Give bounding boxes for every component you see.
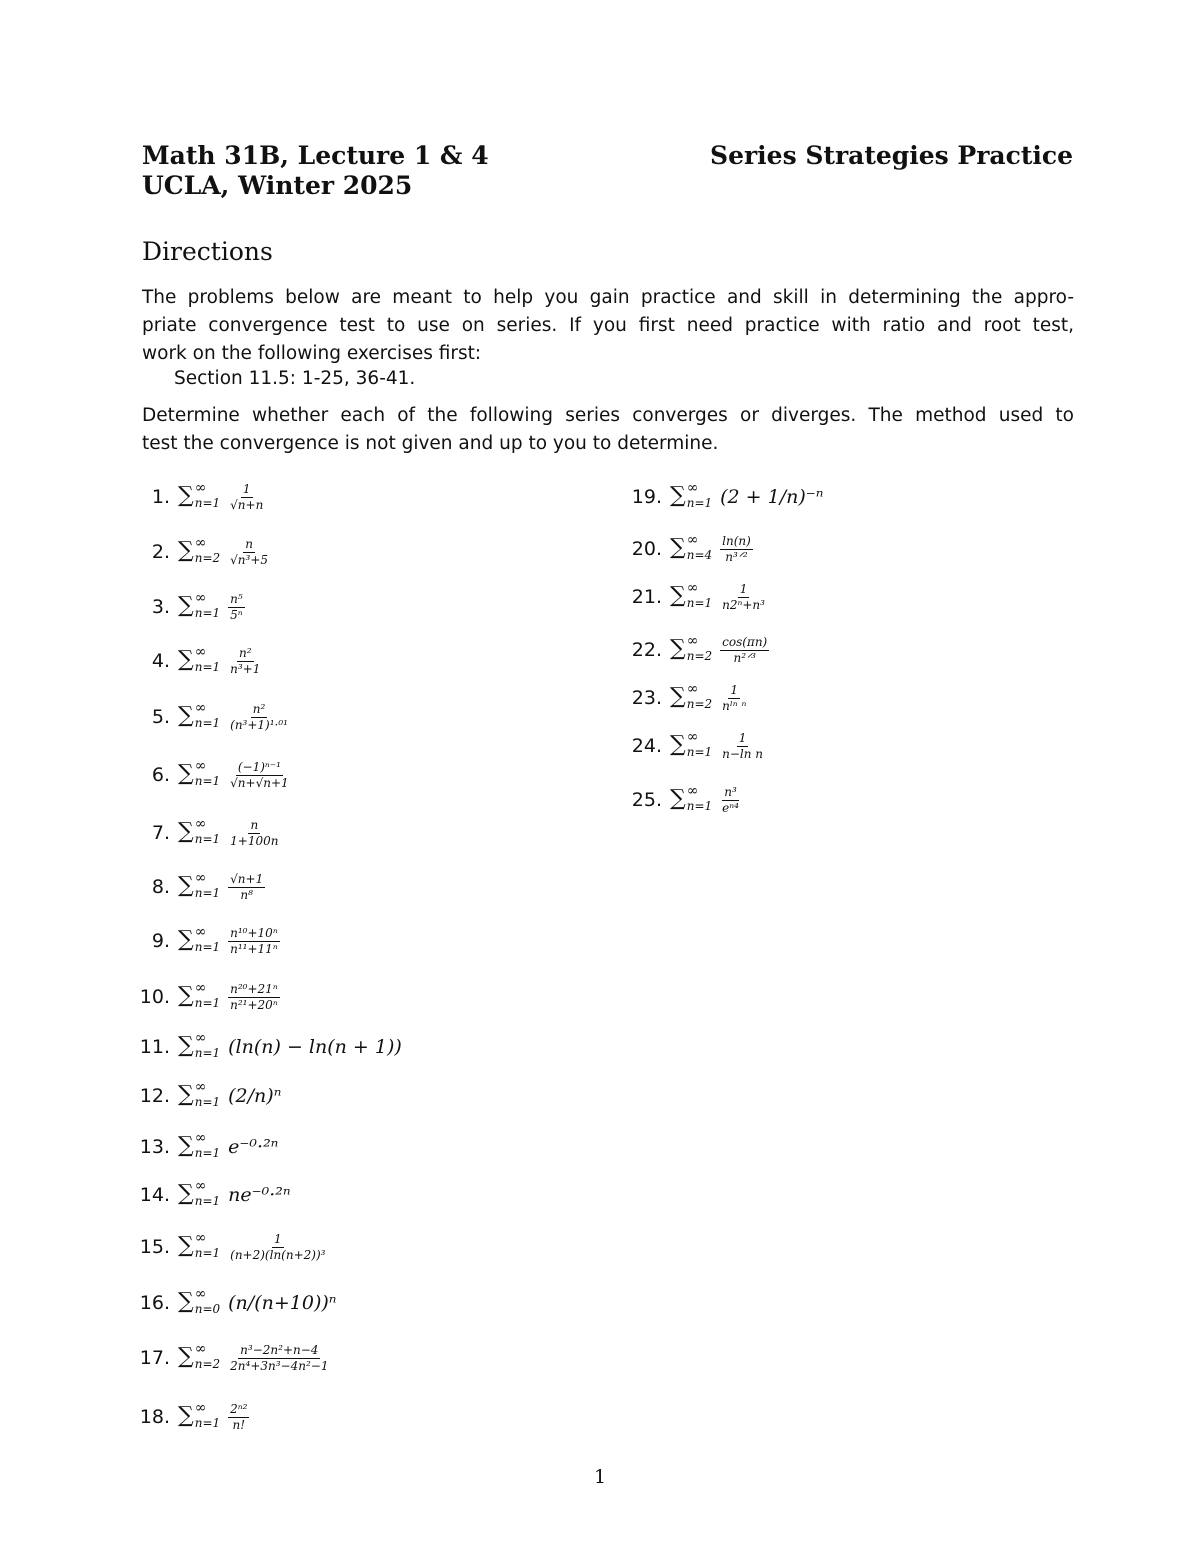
- series-term-fraction: [228, 1403, 249, 1432]
- summation-limits: [194, 590, 221, 620]
- problem-item: [618, 782, 741, 818]
- problem-item: [126, 479, 265, 515]
- summation: [178, 1030, 221, 1060]
- problem-item: [126, 815, 280, 851]
- sigma-symbol: ∑: [670, 583, 686, 608]
- fraction-numerator: n²: [238, 645, 252, 660]
- summation: [178, 758, 221, 788]
- upper-limit: ∞: [686, 633, 699, 649]
- upper-limit: ∞: [194, 644, 207, 660]
- lower-limit: n=1: [194, 496, 221, 510]
- summation-limits: [194, 1178, 221, 1208]
- intro-line: The problems below are meant to help you gain practice and skill in determining the appro-: [142, 287, 1074, 308]
- sigma-symbol: ∑: [670, 786, 686, 811]
- summation: [178, 1400, 221, 1430]
- problem-number: 23.: [631, 687, 662, 709]
- series-term-fraction: [228, 483, 265, 512]
- problem-number: 15.: [139, 1236, 170, 1258]
- series-term-fraction: [228, 761, 291, 790]
- lower-limit: n=1: [686, 799, 713, 813]
- fraction-denominator: 2n⁴+3n³−4n²−1: [230, 1358, 329, 1373]
- summation: [670, 633, 713, 663]
- sigma-symbol: ∑: [178, 927, 194, 952]
- upper-limit: ∞: [194, 1030, 207, 1046]
- sigma-symbol: ∑: [670, 483, 686, 508]
- summation-limits: [686, 681, 713, 711]
- series-term-fraction: [720, 535, 753, 564]
- problem-number: 5.: [151, 706, 170, 728]
- problem-number: 21.: [631, 586, 662, 608]
- problem-item: [126, 1285, 336, 1321]
- summation: [178, 535, 221, 565]
- upper-limit: ∞: [686, 532, 699, 548]
- summation: [178, 1341, 221, 1371]
- lower-limit: n=2: [194, 551, 221, 565]
- problem-item: [126, 1229, 327, 1265]
- summation-limits: [194, 700, 221, 730]
- sigma-symbol: ∑: [670, 535, 686, 560]
- fraction-numerator: n¹⁰+10ⁿ: [230, 925, 278, 940]
- sigma-symbol: ∑: [178, 593, 194, 618]
- problem-number: 13.: [139, 1136, 170, 1158]
- summation: [670, 580, 713, 610]
- problem-item: [126, 643, 262, 679]
- intro-line: work on the following exercises first:: [142, 343, 482, 364]
- summation-limits: [194, 1130, 221, 1160]
- upper-limit: ∞: [194, 924, 207, 940]
- sigma-symbol: ∑: [178, 703, 194, 728]
- fraction-denominator: (n³+1)¹·⁰¹: [230, 717, 288, 732]
- problem-item: [618, 680, 748, 716]
- lower-limit: n=4: [686, 548, 713, 562]
- sigma-symbol: ∑: [178, 983, 194, 1008]
- page-number: 1: [593, 1466, 607, 1488]
- summation-limits: [686, 532, 713, 562]
- problem-number: 24.: [631, 735, 662, 757]
- summation-limits: [686, 580, 713, 610]
- fraction-denominator: n¹¹+11ⁿ: [230, 941, 278, 956]
- problem-number: 19.: [631, 486, 662, 508]
- sigma-symbol: ∑: [178, 1133, 194, 1158]
- lower-limit: n=1: [194, 1046, 221, 1060]
- fraction-numerator: n²: [252, 701, 266, 716]
- sigma-symbol: ∑: [670, 732, 686, 757]
- summation: [178, 870, 221, 900]
- intro-line: priate convergence test to use on series. If you first need practice with ratio and root test,: [142, 315, 1074, 336]
- upper-limit: ∞: [194, 590, 207, 606]
- fraction-denominator: n³+1: [230, 661, 261, 676]
- series-term-fraction: [228, 1344, 330, 1373]
- upper-limit: ∞: [194, 758, 207, 774]
- directions-heading: Directions: [142, 237, 273, 266]
- problem-number: 18.: [139, 1406, 170, 1428]
- sigma-symbol: ∑: [178, 1181, 194, 1206]
- series-term: (ln(n) − ln(n + 1)): [228, 1036, 402, 1058]
- series-term-fraction: [228, 538, 270, 567]
- summation: [178, 1230, 221, 1260]
- fraction-numerator: n³−2n²+n−4: [240, 1342, 319, 1357]
- sigma-symbol: ∑: [178, 1233, 194, 1258]
- summation: [670, 681, 713, 711]
- series-term: ne⁻⁰·²ⁿ: [228, 1184, 291, 1206]
- fraction-denominator: n−ln n: [722, 746, 764, 761]
- fraction-denominator: (n+2)(ln(n+2))³: [230, 1247, 326, 1262]
- fraction-numerator: n: [245, 536, 253, 551]
- section-reference: Section 11.5: 1-25, 36-41.: [174, 368, 416, 389]
- sigma-symbol: ∑: [178, 1082, 194, 1107]
- task-line: Determine whether each of the following series converges or diverges. The method used to: [142, 405, 1074, 426]
- summation-limits: [194, 816, 221, 846]
- lower-limit: n=1: [194, 660, 221, 674]
- fraction-numerator: n³: [724, 784, 737, 799]
- problem-item: [126, 923, 280, 959]
- summation-limits: [194, 535, 221, 565]
- fraction-numerator: 1: [242, 481, 251, 496]
- problem-item: [126, 979, 280, 1015]
- problem-number: 25.: [631, 789, 662, 811]
- summation-limits: [194, 1341, 221, 1371]
- fraction-numerator: n⁵: [230, 591, 243, 606]
- summation-limits: [194, 480, 221, 510]
- sigma-symbol: ∑: [178, 873, 194, 898]
- series-term-fraction: [720, 684, 748, 713]
- problem-item: [618, 728, 765, 764]
- lower-limit: n=1: [194, 996, 221, 1010]
- lower-limit: n=1: [194, 774, 221, 788]
- fraction-denominator: n!: [232, 1417, 246, 1432]
- lower-limit: n=1: [686, 745, 713, 759]
- sigma-symbol: ∑: [178, 1344, 194, 1369]
- sigma-symbol: ∑: [178, 647, 194, 672]
- intro-paragraph: [142, 284, 1074, 368]
- series-term-fraction: [720, 636, 769, 665]
- summation: [178, 1079, 221, 1109]
- summation-limits: [194, 1030, 221, 1060]
- problem-number: 9.: [151, 930, 170, 952]
- summation-limits: [194, 758, 221, 788]
- problem-item: [126, 1078, 281, 1114]
- sigma-symbol: ∑: [178, 761, 194, 786]
- lower-limit: n=1: [194, 1095, 221, 1109]
- series-term-fraction: [228, 647, 262, 676]
- problem-item: [126, 757, 291, 793]
- upper-limit: ∞: [194, 1286, 207, 1302]
- problem-number: 7.: [151, 822, 170, 844]
- sigma-symbol: ∑: [178, 1289, 194, 1314]
- problem-item: [126, 869, 265, 905]
- fraction-denominator: 1+100n: [230, 833, 279, 848]
- sigma-symbol: ∑: [670, 636, 686, 661]
- sigma-symbol: ∑: [178, 483, 194, 508]
- sigma-symbol: ∑: [178, 1033, 194, 1058]
- upper-limit: ∞: [194, 816, 207, 832]
- fraction-denominator: √n³+5: [230, 552, 269, 567]
- upper-limit: ∞: [686, 681, 699, 697]
- upper-limit: ∞: [686, 480, 699, 496]
- series-term-fraction: [720, 583, 767, 612]
- task-line: test the convergence is not given and up to you to determine.: [142, 433, 719, 454]
- summation: [178, 1286, 221, 1316]
- task-paragraph: [142, 402, 1074, 458]
- fraction-numerator: √n+1: [230, 871, 264, 886]
- sigma-symbol: ∑: [178, 538, 194, 563]
- term-label: UCLA, Winter 2025: [142, 171, 413, 200]
- fraction-numerator: n²⁰+21ⁿ: [230, 981, 278, 996]
- problem-item: [126, 534, 270, 570]
- lower-limit: n=1: [194, 1146, 221, 1160]
- series-term-fraction: [228, 703, 290, 732]
- problem-item: [126, 1177, 291, 1213]
- lower-limit: n=1: [686, 496, 713, 510]
- summation-limits: [686, 783, 713, 813]
- summation: [178, 816, 221, 846]
- summation: [178, 1130, 221, 1160]
- fraction-numerator: 1: [739, 581, 748, 596]
- fraction-denominator: √n+√n+1: [230, 775, 289, 790]
- summation: [178, 1178, 221, 1208]
- series-term-fraction: [228, 927, 280, 956]
- lower-limit: n=1: [194, 832, 221, 846]
- fraction-numerator: n: [250, 817, 259, 832]
- summation-limits: [686, 480, 713, 510]
- upper-limit: ∞: [686, 729, 699, 745]
- summation: [178, 924, 221, 954]
- fraction-numerator: ln(n): [722, 533, 751, 548]
- lower-limit: n=1: [194, 716, 221, 730]
- problem-number: 12.: [139, 1085, 170, 1107]
- fraction-denominator: 5ⁿ: [230, 607, 243, 622]
- problem-number: 3.: [151, 596, 170, 618]
- fraction-denominator: eⁿ⁴: [722, 800, 739, 815]
- problem-number: 16.: [139, 1292, 170, 1314]
- fraction-numerator: 1: [730, 682, 739, 697]
- lower-limit: n=1: [194, 606, 221, 620]
- series-term: (2 + 1/n)⁻ⁿ: [720, 486, 824, 508]
- lower-limit: n=1: [194, 1416, 221, 1430]
- fraction-denominator: n⁸: [240, 887, 253, 902]
- upper-limit: ∞: [194, 980, 207, 996]
- summation: [178, 644, 221, 674]
- fraction-numerator: 2ⁿ²: [230, 1401, 248, 1416]
- problem-item: [618, 632, 769, 668]
- problem-number: 4.: [151, 650, 170, 672]
- upper-limit: ∞: [194, 700, 207, 716]
- upper-limit: ∞: [194, 1341, 207, 1357]
- summation: [178, 980, 221, 1010]
- summation-limits: [194, 980, 221, 1010]
- fraction-denominator: n2ⁿ+n³: [722, 597, 765, 612]
- fraction-denominator: n²¹+20ⁿ: [230, 997, 278, 1012]
- series-term-fraction: [228, 983, 280, 1012]
- fraction-numerator: cos(πn): [722, 634, 768, 649]
- lower-limit: n=1: [194, 886, 221, 900]
- lower-limit: n=1: [194, 1194, 221, 1208]
- upper-limit: ∞: [686, 580, 699, 596]
- upper-limit: ∞: [194, 1230, 207, 1246]
- problem-number: 10.: [139, 986, 170, 1008]
- fraction-denominator: nˡⁿ ⁿ: [722, 698, 747, 713]
- upper-limit: ∞: [194, 1178, 207, 1194]
- problem-number: 17.: [139, 1347, 170, 1369]
- problem-number: 11.: [139, 1036, 170, 1058]
- problem-item: [126, 1340, 330, 1376]
- series-term-fraction: [228, 593, 245, 622]
- lower-limit: n=1: [686, 596, 713, 610]
- lower-limit: n=1: [194, 940, 221, 954]
- problem-number: 22.: [631, 639, 662, 661]
- fraction-denominator: n³ᐟ²: [725, 549, 748, 564]
- series-term-fraction: [228, 1233, 327, 1262]
- problem-item: [126, 1129, 278, 1165]
- fraction-numerator: (−1)ⁿ⁻¹: [237, 759, 281, 774]
- summation: [670, 783, 713, 813]
- sigma-symbol: ∑: [178, 1403, 194, 1428]
- upper-limit: ∞: [686, 783, 699, 799]
- upper-limit: ∞: [194, 535, 207, 551]
- summation-limits: [194, 644, 221, 674]
- upper-limit: ∞: [194, 1079, 207, 1095]
- summation-limits: [194, 1286, 221, 1316]
- summation-limits: [194, 1230, 221, 1260]
- problem-number: 8.: [151, 876, 170, 898]
- summation-limits: [194, 1079, 221, 1109]
- lower-limit: n=2: [194, 1357, 221, 1371]
- lower-limit: n=2: [686, 697, 713, 711]
- problem-number: 6.: [151, 764, 170, 786]
- problem-number: 14.: [139, 1184, 170, 1206]
- worksheet-title: Series Strategies Practice: [710, 141, 1073, 170]
- problem-number: 20.: [631, 538, 662, 560]
- summation: [178, 700, 221, 730]
- fraction-numerator: 1: [273, 1231, 282, 1246]
- upper-limit: ∞: [194, 870, 207, 886]
- problem-item: [618, 531, 753, 567]
- upper-limit: ∞: [194, 1400, 207, 1416]
- fraction-numerator: 1: [738, 730, 747, 745]
- problem-number: 1.: [151, 486, 170, 508]
- series-term: (n/(n+10))ⁿ: [228, 1292, 337, 1314]
- summation: [670, 480, 713, 510]
- summation: [178, 590, 221, 620]
- problem-number: 2.: [151, 541, 170, 563]
- summation-limits: [194, 1400, 221, 1430]
- course-title: Math 31B, Lecture 1 & 4: [142, 141, 489, 170]
- problem-item: [126, 589, 245, 625]
- series-term-fraction: [228, 819, 280, 848]
- summation-limits: [686, 729, 713, 759]
- lower-limit: n=1: [194, 1246, 221, 1260]
- summation-limits: [194, 870, 221, 900]
- series-term-fraction: [228, 873, 265, 902]
- summation: [670, 729, 713, 759]
- summation-limits: [686, 633, 713, 663]
- lower-limit: n=0: [194, 1302, 221, 1316]
- problem-item: [618, 579, 767, 615]
- upper-limit: ∞: [194, 480, 207, 496]
- sigma-symbol: ∑: [178, 819, 194, 844]
- upper-limit: ∞: [194, 1130, 207, 1146]
- problem-item: [618, 479, 824, 515]
- summation: [670, 532, 713, 562]
- problem-item: [126, 699, 290, 735]
- series-term-fraction: [720, 732, 765, 761]
- series-term: (2/n)ⁿ: [228, 1085, 282, 1107]
- series-term-fraction: [720, 786, 741, 815]
- sigma-symbol: ∑: [670, 684, 686, 709]
- fraction-denominator: n²ᐟ³: [733, 650, 756, 665]
- lower-limit: n=2: [686, 649, 713, 663]
- summation-limits: [194, 924, 221, 954]
- series-term: e⁻⁰·²ⁿ: [228, 1136, 279, 1158]
- problem-item: [126, 1399, 249, 1435]
- summation: [178, 480, 221, 510]
- fraction-denominator: √n+n: [230, 497, 264, 512]
- problem-item: [126, 1029, 402, 1065]
